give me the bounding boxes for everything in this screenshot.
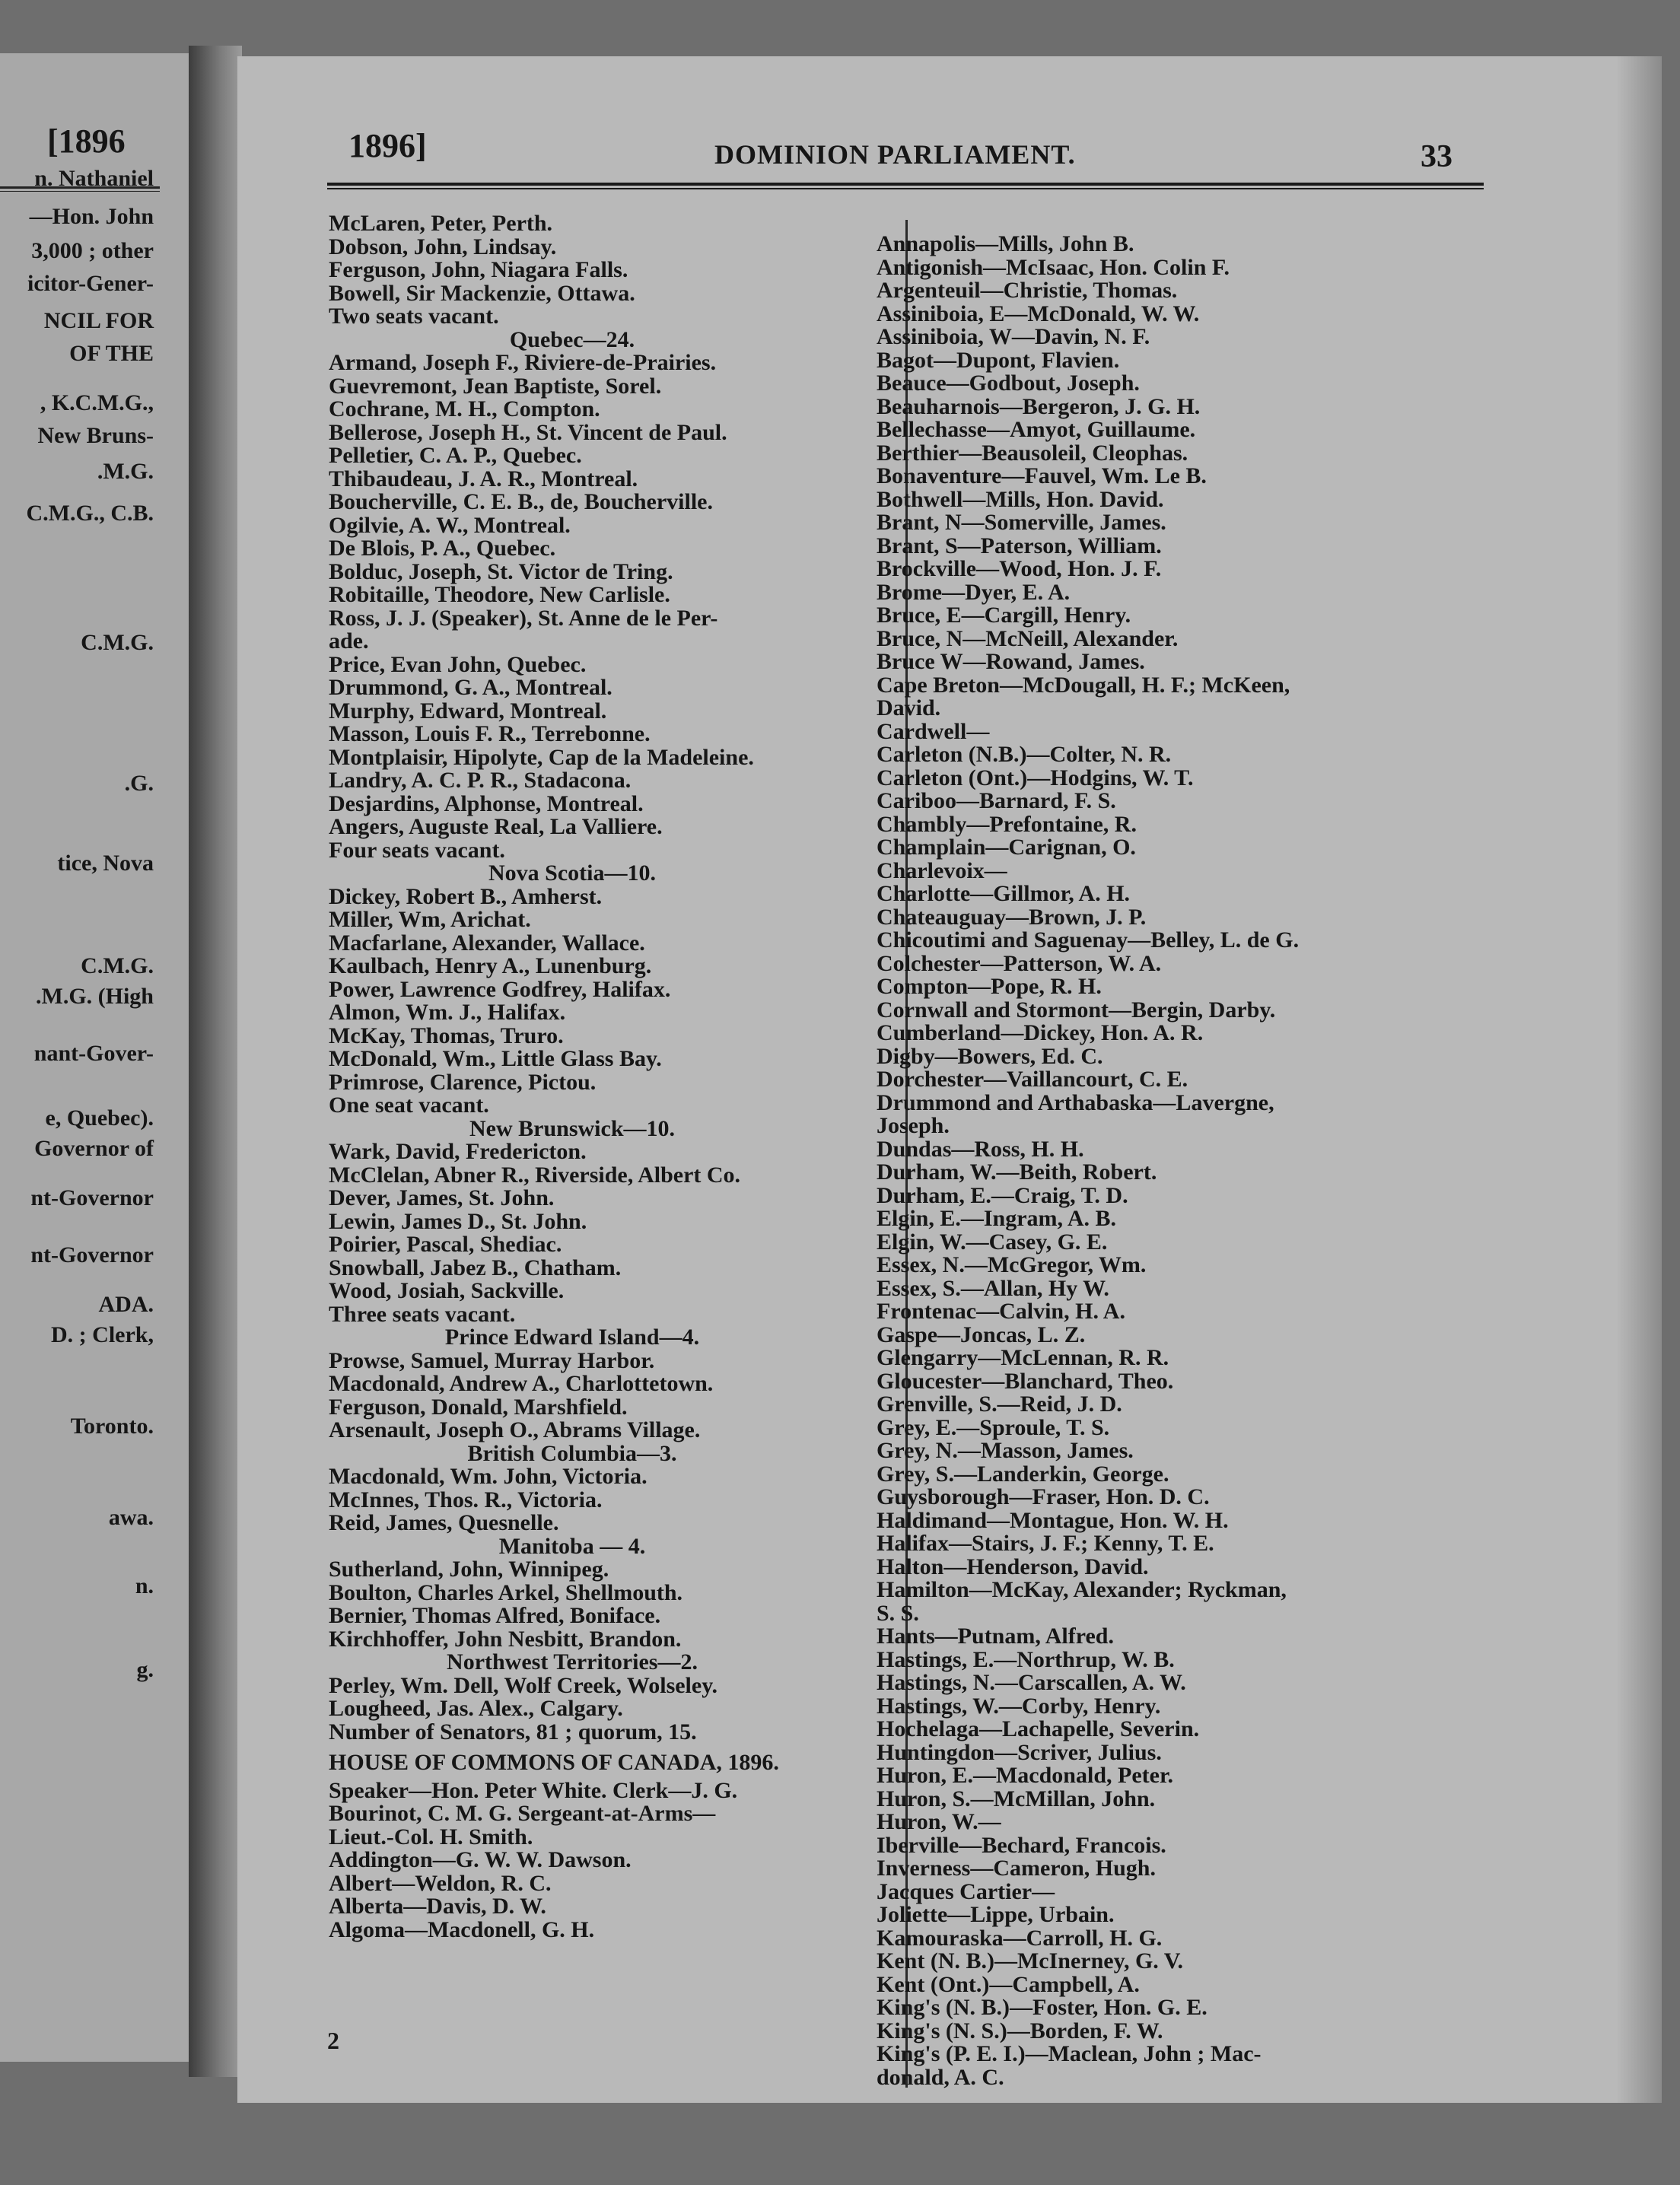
text-line: Algoma—Macdonell, G. H. [329,1916,595,1942]
left-column [329,212,892,1942]
text-line: Hastings, E.—Northrup, W. B. [877,1646,1175,1672]
text-line: Kent (Ont.)—Campbell, A. [877,1971,1140,1997]
section-heading-quebec: Quebec—24. [509,326,635,352]
text-line: Bruce, N—McNeill, Alexander. [877,625,1179,651]
text-line: Hastings, W.—Corby, Henry. [877,1693,1161,1719]
text-line: Beauce—Godbout, Joseph. [877,371,1140,396]
book-spine [189,46,242,2077]
text-line: Murphy, Edward, Montreal. [329,698,607,724]
text-line: Halifax—Stairs, J. F.; Kenny, T. E. [877,1531,1214,1556]
text-line: Cariboo—Barnard, F. S. [877,788,1116,813]
facing-page-fragment: , K.C.M.G., [40,390,154,415]
text-line: Four seats vacant. [329,837,505,863]
facing-page-fragment: OF THE [69,341,154,366]
text-line: Champlain—Carignan, O. [877,835,1136,860]
text-line: McLaren, Peter, Perth. [329,211,553,236]
text-line: Cape Breton—McDougall, H. F.; McKeen, [877,672,1290,698]
house-of-commons-members [329,1779,892,1942]
page-number: 33 [1421,139,1452,174]
text-line: Bourinot, C. M. G. Sergeant-at-Arms— [329,1801,716,1826]
text-line: Grenville, S.—Reid, J. D. [877,1391,1122,1417]
text-line: Reid, James, Quesnelle. [329,1510,559,1535]
text-line: Dobson, John, Lindsay. [329,234,557,259]
facing-page-fragment: awa. [108,1505,154,1530]
text-line: Bruce, E—Cargill, Henry. [877,603,1131,628]
text-line: Halton—Henderson, David. [877,1554,1149,1579]
text-line: Colchester—Patterson, W. A. [877,950,1162,976]
text-line: Macfarlane, Alexander, Wallace. [329,930,645,956]
text-line: McDonald, Wm., Little Glass Bay. [329,1046,662,1071]
text-line: David. [877,695,941,720]
facing-page-fragment: Governor of [34,1136,154,1161]
text-line: Almon, Wm. J., Halifax. [329,1000,566,1025]
right-column [877,233,1440,2089]
text-line: Argenteuil—Christie, Thomas. [877,278,1178,303]
running-head-year: 1896] [348,127,427,164]
text-line: Brant, S—Paterson, William. [877,533,1162,558]
text-line: Beauharnois—Bergeron, J. G. H. [877,393,1201,419]
text-line: Huron, S.—McMillan, John. [877,1786,1156,1811]
running-head [237,56,1662,231]
text-line: Gaspe—Joncas, L. Z. [877,1321,1086,1347]
header-double-rule [327,183,1484,189]
text-line: Hants—Putnam, Alfred. [877,1624,1114,1649]
running-head-title: DOMINION PARLIAMENT. [714,139,1076,170]
text-line: Drummond and Arthabaska—Lavergne, [877,1089,1274,1115]
text-line: Huron, E.—Macdonald, Peter. [877,1763,1174,1788]
facing-page-fragment: C.M.G. [81,630,154,655]
text-line: Durham, E.—Craig, T. D. [877,1182,1128,1208]
text-line: Pelletier, C. A. P., Quebec. [329,443,582,468]
text-line: Gloucester—Blanchard, Theo. [877,1368,1174,1394]
text-line: Ross, J. J. (Speaker), St. Anne de le Per- [329,605,718,631]
facing-page-fragment: ADA. [98,1292,154,1317]
text-line: Bellechasse—Amyot, Guillaume. [877,417,1196,442]
text-line: Brockville—Wood, Hon. J. F. [877,556,1162,581]
text-line: Jacques Cartier— [877,1878,1055,1904]
text-line: Ferguson, Donald, Marshfield. [329,1394,628,1420]
text-line: Haldimand—Montague, Hon. W. H. [877,1507,1229,1533]
text-line: donald, A. C. [877,2064,1004,2090]
text-line: Chicoutimi and Saguenay—Belley, L. de G. [877,927,1300,953]
text-line: Two seats vacant. [329,304,499,329]
text-line: Digby—Bowers, Ed. C. [877,1043,1103,1069]
text-line: Thibaudeau, J. A. R., Montreal. [329,466,638,491]
text-line: Hamilton—McKay, Alexander; Ryckman, [877,1577,1287,1602]
text-line: Montplaisir, Hipolyte, Cap de la Madeleine. [329,744,754,770]
text-line: Essex, S.—Allan, Hy W. [877,1275,1109,1301]
text-line: Bruce W—Rowand, James. [877,649,1145,674]
text-line: Durham, W.—Beith, Robert. [877,1159,1157,1185]
text-line: One seat vacant. [329,1092,489,1118]
text-line: Addington—G. W. W. Dawson. [329,1847,632,1872]
text-line: Bolduc, Joseph, St. Victor de Tring. [329,558,673,584]
quebec-senators [329,351,892,862]
text-line: Lieut.-Col. H. Smith. [329,1824,533,1849]
text-line: Desjardins, Alphonse, Montreal. [329,790,644,816]
text-line: Assiniboia, E—McDonald, W. W. [877,301,1200,326]
facing-page-fragment: C.M.G., C.B. [26,501,154,526]
text-line: King's (P. E. I.)—Maclean, John ; Mac- [877,2041,1262,2066]
section-heading-british-columbia: British Columbia—3. [467,1440,677,1466]
nova-scotia-senators [329,883,892,1118]
text-line: Armand, Joseph F., Riviere-de-Prairies. [329,350,717,375]
facing-page-fragment: .G. [124,771,154,796]
facing-page-fragment: NCIL FOR [43,308,154,333]
text-line: Frontenac—Calvin, H. A. [877,1299,1125,1324]
text-line: Three seats vacant. [329,1301,516,1327]
text-line: ade. [329,628,369,654]
text-line: Brome—Dyer, E. A. [877,579,1071,605]
constituency-members [877,233,1440,2089]
facing-page-fragment: e, Quebec). [45,1105,154,1131]
text-line: Assiniboia, W—Davin, N. F. [877,324,1150,349]
text-line: Perley, Wm. Dell, Wolf Creek, Wolseley. [329,1672,718,1698]
text-line: Charlotte—Gillmor, A. H. [877,881,1131,906]
page-edge-shadow [1616,56,1662,2103]
facing-page-fragment: 3,000 ; other [31,238,154,263]
text-line: Cardwell— [877,718,990,744]
text-line: Power, Lawrence Godfrey, Halifax. [329,976,671,1002]
text-line: Miller, Wm, Arichat. [329,907,531,932]
british-columbia-senators [329,1465,892,1535]
facing-page-fragment: nt-Governor [30,1242,154,1267]
text-line: Wood, Josiah, Sackville. [329,1278,565,1303]
text-line: Bothwell—Mills, Hon. David. [877,486,1164,512]
text-line: Compton—Pope, R. H. [877,974,1102,999]
text-line: Boulton, Charles Arkel, Shellmouth. [329,1579,683,1605]
text-line: Guysborough—Fraser, Hon. D. C. [877,1484,1210,1509]
text-line: Hastings, N.—Carscallen, A. W. [877,1670,1186,1695]
text-line: King's (N. S.)—Borden, F. W. [877,2018,1163,2043]
text-line: King's (N. B.)—Foster, Hon. G. E. [877,1995,1208,2020]
text-line: Bonaventure—Fauvel, Wm. Le B. [877,463,1207,488]
text-line: Grey, E.—Sproule, T. S. [877,1414,1110,1440]
text-line: Number of Senators, 81 ; quorum, 15. [329,1719,697,1745]
text-line: Carleton (N.B.)—Colter, N. R. [877,742,1172,767]
text-line: Price, Evan John, Quebec. [329,651,587,677]
signature-folio: 2 [327,2027,339,2054]
text-line: Grey, S.—Landerkin, George. [877,1461,1169,1487]
text-line: Chambly—Prefontaine, R. [877,811,1137,837]
text-line: Cochrane, M. H., Compton. [329,396,600,421]
text-line: Cumberland—Dickey, Hon. A. R. [877,1020,1204,1045]
facing-page-fragment: D. ; Clerk, [51,1322,154,1347]
text-line: Speaker—Hon. Peter White. Clerk—J. G. [329,1777,738,1803]
facing-page-fragment: —Hon. John [29,204,154,229]
text-line: Bernier, Thomas Alfred, Boniface. [329,1603,661,1628]
ontario-senators-tail [329,212,892,329]
facing-page-fragment: g. [136,1657,154,1682]
text-line: Kirchhoffer, John Nesbitt, Brandon. [329,1626,682,1652]
text-line: McClelan, Abner R., Riverside, Albert Co. [329,1162,741,1188]
text-line: Alberta—Davis, D. W. [329,1894,546,1919]
section-heading-pei: Prince Edward Island—4. [444,1325,700,1350]
text-line: Bellerose, Joseph H., St. Vincent de Paul. [329,419,727,445]
text-line: Cornwall and Stormont—Bergin, Darby. [877,997,1276,1023]
text-line: Dorchester—Vaillancourt, C. E. [877,1067,1188,1092]
text-line: Guevremont, Jean Baptiste, Sorel. [329,373,662,399]
text-line: Essex, N.—McGregor, Wm. [877,1252,1147,1277]
northwest-senators [329,1672,892,1745]
text-line: McKay, Thomas, Truro. [329,1023,564,1048]
text-line: Antigonish—McIsaac, Hon. Colin F. [877,254,1230,280]
facing-page-fragment: New Bruns- [37,423,154,448]
text-line: Lewin, James D., St. John. [329,1208,587,1234]
text-line: Angers, Auguste Real, La Valliere. [329,814,663,839]
text-line: Iberville—Bechard, Francois. [877,1832,1166,1858]
text-line: Wark, David, Fredericton. [329,1139,587,1164]
text-line: Carleton (Ont.)—Hodgins, W. T. [877,765,1194,790]
text-line: Lougheed, Jas. Alex., Calgary. [329,1696,623,1721]
facing-page-fragment: Toronto. [70,1414,154,1439]
facing-page [0,53,190,2062]
text-line: Annapolis—Mills, John B. [877,231,1134,256]
text-line: Robitaille, Theodore, New Carlisle. [329,582,670,607]
text-line: Poirier, Pascal, Shediac. [329,1232,562,1257]
text-line: Prowse, Samuel, Murray Harbor. [329,1347,655,1373]
text-line: Dickey, Robert B., Amherst. [329,883,603,909]
new-brunswick-senators [329,1140,892,1326]
text-line: Berthier—Beausoleil, Cleophas. [877,440,1188,466]
text-line: Huntingdon—Scriver, Julius. [877,1739,1162,1765]
text-line: Dever, James, St. John. [329,1185,555,1210]
text-line: Dundas—Ross, H. H. [877,1136,1084,1162]
text-line: Inverness—Cameron, Hugh. [877,1856,1156,1881]
facing-page-fragment: n. [135,1573,154,1598]
text-line: Snowball, Jabez B., Chatham. [329,1255,622,1280]
text-line: Arsenault, Joseph O., Abrams Village. [329,1417,701,1442]
facing-page-fragment: .M.G. (High [36,984,154,1009]
text-line: Bagot—Dupont, Flavien. [877,347,1120,373]
text-line: Grey, N.—Masson, James. [877,1438,1134,1463]
section-heading-northwest: Northwest Territories—2. [447,1649,698,1675]
text-line: McInnes, Thos. R., Victoria. [329,1487,603,1512]
text-line: Ogilvie, A. W., Montreal. [329,512,571,538]
text-line: Boucherville, C. E. B., de, Boucherville. [329,489,713,514]
text-line: Macdonald, Andrew A., Charlottetown. [329,1371,714,1396]
section-heading-nova-scotia: Nova Scotia—10. [488,860,656,886]
facing-page-fragment: nant-Gover- [33,1041,154,1066]
text-line: Brant, N—Somerville, James. [877,510,1166,535]
text-line: Elgin, E.—Ingram, A. B. [877,1206,1117,1231]
facing-page-running-head: [1896 [47,122,126,160]
text-line: Primrose, Clarence, Pictou. [329,1069,597,1095]
text-line: Sutherland, John, Winnipeg. [329,1557,609,1582]
main-page [237,56,1662,2103]
text-line: Albert—Weldon, R. C. [329,1870,552,1896]
section-heading-manitoba: Manitoba — 4. [498,1533,646,1559]
text-line: Joseph. [877,1113,950,1138]
text-line: Elgin, W.—Casey, G. E. [877,1229,1108,1255]
text-line: Huron, W.— [877,1809,1001,1834]
facing-page-fragment: icitor-Gener- [27,271,154,296]
facing-page-fragment: .M.G. [97,459,154,484]
facing-page-text-fragments [0,53,160,2062]
manitoba-senators [329,1558,892,1651]
text-line: Kent (N. B.)—McInerney, G. V. [877,1948,1184,1973]
text-line: Ferguson, John, Niagara Falls. [329,257,628,282]
section-heading-house-of-commons: HOUSE OF COMMONS OF CANADA, 1896. [329,1750,779,1775]
facing-page-fragment: C.M.G. [81,953,154,978]
section-heading-new-brunswick: New Brunswick—10. [469,1115,675,1141]
text-line: Macdonald, Wm. John, Victoria. [329,1464,648,1489]
facing-page-fragment: tice, Nova [57,851,154,876]
pei-senators [329,1347,892,1442]
text-line: Chateauguay—Brown, J. P. [877,904,1147,930]
facing-page-fragment: nt-Governor [30,1185,154,1210]
text-line: Charlevoix— [877,857,1007,883]
text-line: Drummond, G. A., Montreal. [329,675,612,700]
text-line: Kaulbach, Henry A., Lunenburg. [329,953,652,978]
text-line: Glengarry—McLennan, R. R. [877,1345,1169,1370]
text-line: Landry, A. C. P. R., Stadacona. [329,768,632,793]
text-line: S. S. [877,1600,919,1626]
text-line: Bowell, Sir Mackenzie, Ottawa. [329,280,635,306]
text-line: Masson, Louis F. R., Terrebonne. [329,721,651,746]
text-line: De Blois, P. A., Quebec. [329,536,556,561]
text-line: Hochelaga—Lachapelle, Severin. [877,1716,1200,1741]
text-line: Joliette—Lippe, Urbain. [877,1902,1115,1927]
facing-page-fragment: n. Nathaniel [34,166,154,191]
text-line: Kamouraska—Carroll, H. G. [877,1925,1163,1951]
